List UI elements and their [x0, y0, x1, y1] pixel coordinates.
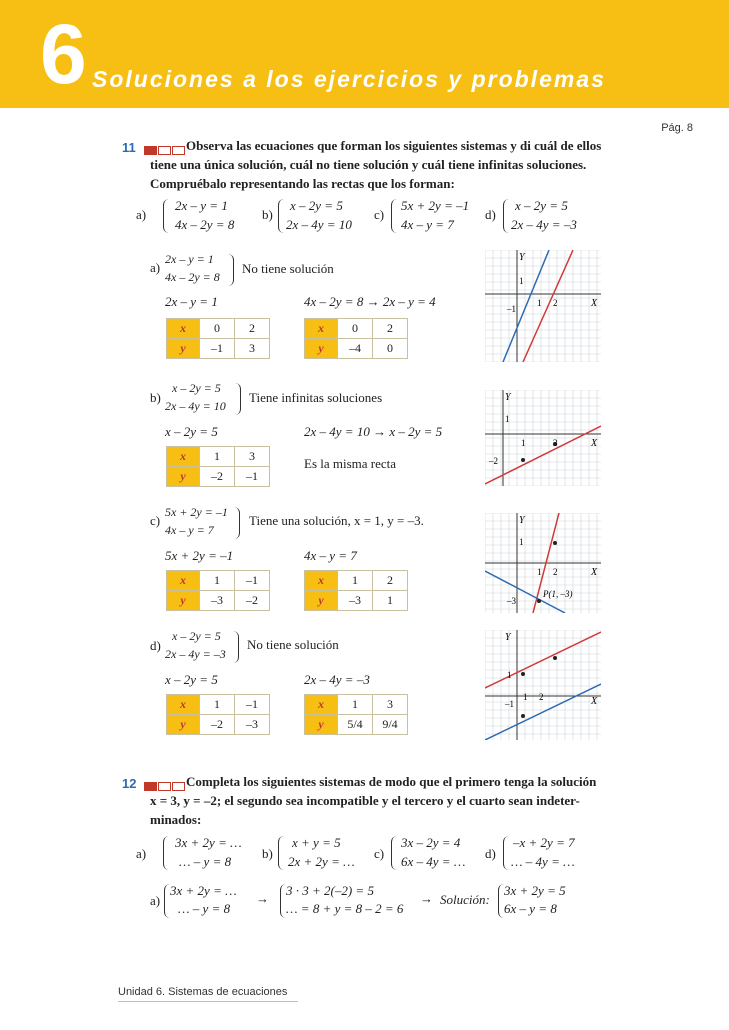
system-11b: b) — [262, 207, 273, 222]
part-b-result: Tiene infinitas soluciones — [249, 390, 383, 405]
brace — [233, 631, 239, 663]
ex11-statement-line: Compruébalo representando las rectas que los forman: — [150, 176, 455, 191]
part-c-right-eq: 4x – y = 7 — [304, 548, 357, 563]
graph-c — [485, 513, 601, 613]
point-marker — [553, 541, 557, 545]
part-d-eq2: 2x – 4y = –3 — [165, 647, 226, 661]
part-c-eq2: 4x – y = 7 — [165, 523, 214, 537]
system-eq: x + y = 5 — [292, 835, 341, 850]
values-table: x 0 2 y –4 0 — [304, 318, 408, 359]
chapter-header — [0, 0, 729, 108]
part-a-eq1: 2x – y = 1 — [165, 252, 214, 266]
system-11d: d) — [485, 207, 496, 222]
page-number: Pág. 8 — [661, 122, 693, 134]
tick-label: 1 — [523, 692, 528, 702]
part-a-left-eq: 2x – y = 1 — [165, 294, 218, 309]
footer-rule — [118, 1001, 298, 1002]
values-table: x 1 –1 y –3 –2 — [166, 570, 270, 611]
axis-y-label: Y — [519, 252, 525, 263]
solution-eq1: 3x + 2y = 5 — [504, 883, 566, 898]
values-table: x 1 3 y 5/4 9/4 — [304, 694, 408, 735]
point-marker — [553, 656, 557, 660]
intersection-point — [537, 599, 541, 603]
brace — [163, 836, 170, 870]
exercise-11-number: 11 — [122, 140, 136, 155]
brace — [235, 383, 241, 415]
grid — [485, 630, 601, 740]
system-12c: c) — [374, 846, 385, 861]
system-eq: 2x – 4y = 10 — [286, 217, 352, 232]
brace — [234, 507, 240, 539]
graph-a — [485, 250, 601, 362]
part-d-label: d) — [150, 638, 161, 653]
system-eq: x – 2y = 5 — [515, 198, 568, 213]
system-eq: –x + 2y = 7 — [513, 835, 575, 850]
brace — [391, 199, 398, 233]
system-eq: 2x – y = 1 — [175, 198, 228, 213]
tick-label: –1 — [505, 699, 514, 709]
ex11-statement-line: Observa las ecuaciones que forman los siguientes sistemas y di cuál de ellos — [186, 138, 602, 153]
graph-b — [485, 390, 601, 486]
system-eq: 4x – y = 7 — [401, 217, 454, 232]
part-c-result: Tiene una solución, x = 1, y = –3. — [249, 513, 424, 528]
axis-x-label: X — [591, 567, 598, 578]
tick-label: 1 — [521, 438, 526, 448]
point-marker — [521, 714, 525, 718]
system-eq: 6x – 4y = … — [401, 854, 466, 869]
part-d-left-eq: x – 2y = 5 — [165, 672, 218, 687]
system-eq: x – 2y = 5 — [290, 198, 343, 213]
tick-label: 1 — [537, 298, 542, 308]
brace — [278, 199, 285, 233]
part-d-result: No tiene solución — [247, 637, 339, 652]
part-b-note: Es la misma recta — [304, 456, 397, 471]
system-12a: a) — [136, 846, 147, 861]
chapter-title: Soluciones a los ejercicios y problemas — [92, 66, 606, 92]
tick-label: 1 — [519, 537, 524, 547]
line-2x-4y--3 — [485, 632, 601, 688]
system-eq: 2x + 2y = … — [288, 854, 355, 869]
ex12-a-mid1: 3 · 3 + 2(–2) = 5 — [286, 883, 374, 898]
values-table: x 1 3 y –2 –1 — [166, 446, 270, 487]
ex12-a-mid2: … = 8 + y = 8 – 2 = 6 — [286, 901, 404, 916]
brace — [391, 836, 398, 870]
system-eq: 3x – 2y = 4 — [401, 835, 461, 850]
system-eq: 5x + 2y = –1 — [401, 198, 470, 213]
part-b-left-eq: x – 2y = 5 — [165, 424, 218, 439]
part-a-label: a) — [150, 260, 161, 275]
system-11a: a) — [136, 207, 147, 222]
grid — [485, 250, 601, 362]
graph-d — [485, 630, 601, 740]
axis-x-label: X — [591, 298, 598, 309]
tick-label: 1 — [537, 567, 542, 577]
ex12-statement-line: Completa los siguientes sistemas de modo que el primero tenga la solución — [186, 774, 597, 789]
tick-label: 1 — [507, 670, 512, 680]
part-b-eq2: 2x – 4y = 10 — [165, 399, 226, 413]
axis-y-label: Y — [505, 392, 511, 403]
part-b-right-eq: 2x – 4y = 10 → x – 2y = 5 — [304, 424, 443, 439]
arrow: → — [420, 891, 433, 906]
tick-label: –2 — [489, 456, 498, 466]
point-marker — [521, 672, 525, 676]
brace — [503, 836, 510, 870]
axis-y-label: Y — [505, 632, 511, 643]
system-12d: d) — [485, 846, 496, 861]
ex12-a-eq2: … – y = 8 — [178, 901, 231, 916]
brace — [278, 836, 285, 870]
tick-label: 1 — [505, 414, 510, 424]
arrow: → — [256, 891, 269, 906]
solution-label: Solución: — [440, 892, 490, 907]
part-b-eq1: x – 2y = 5 — [172, 381, 221, 395]
system-eq: … – y = 8 — [179, 854, 232, 869]
tick-label: –1 — [507, 304, 516, 314]
system-eq: 2x – 4y = –3 — [511, 217, 577, 232]
part-a-right-eq: 4x – 2y = 8 → 2x – y = 4 — [304, 294, 436, 309]
part-c-eq1: 5x + 2y = –1 — [165, 505, 228, 519]
point-marker — [521, 458, 525, 462]
tick-label: –3 — [507, 596, 516, 606]
system-eq: … – 4y = … — [511, 854, 575, 869]
part-b-label: b) — [150, 390, 161, 405]
part-d-right-eq: 2x – 4y = –3 — [304, 672, 370, 687]
tick-label: 1 — [519, 276, 524, 286]
values-table: x 1 2 y –3 1 — [304, 570, 408, 611]
ex12-statement-line: minados: — [150, 812, 202, 827]
ex11-statement-line: tiene una única solución, cuál no tiene solución y cuál tiene infinitas soluciones. — [150, 157, 587, 172]
tick-label: 3 — [553, 438, 558, 448]
solution-eq2: 6x – y = 8 — [504, 901, 557, 916]
values-table: x 1 –1 y –2 –3 — [166, 694, 270, 735]
tick-label: 2 — [553, 298, 558, 308]
part-d-eq1: x – 2y = 5 — [172, 629, 221, 643]
tick-label: 2 — [539, 692, 544, 702]
exercise-12-number: 12 — [122, 776, 137, 791]
brace — [503, 199, 510, 233]
tick-label: 2 — [553, 567, 558, 577]
values-table: x 0 2 y –1 3 — [166, 318, 270, 359]
grid — [485, 390, 601, 486]
system-eq: 3x + 2y = … — [175, 835, 242, 850]
brace — [228, 254, 234, 286]
ex12-statement-line: x = 3, y = –2; el segundo sea incompatible y el tercero y el cuarto sean indeter- — [150, 793, 580, 808]
point-label: P(1, –3) — [543, 589, 573, 599]
axis-y-label: Y — [519, 515, 525, 526]
system-11c: c) — [374, 207, 385, 222]
part-a-result: No tiene solución — [242, 261, 334, 276]
brace — [163, 199, 170, 233]
footer-unit: Unidad 6. Sistemas de ecuaciones — [118, 986, 288, 998]
system-12b: b) — [262, 846, 273, 861]
part-a-eq2: 4x – 2y = 8 — [165, 270, 220, 284]
ex12-a-eq1: 3x + 2y = … — [170, 883, 237, 898]
axis-x-label: X — [591, 696, 598, 707]
part-c-label: c) — [150, 513, 161, 528]
line-x-2y-5 — [485, 426, 601, 484]
axis-x-label: X — [591, 438, 598, 449]
part-c-left-eq: 5x + 2y = –1 — [165, 548, 234, 563]
ex12-part-a-label: a) — [150, 893, 161, 908]
system-eq: 4x – 2y = 8 — [175, 217, 235, 232]
chapter-number: 6 — [40, 7, 85, 101]
